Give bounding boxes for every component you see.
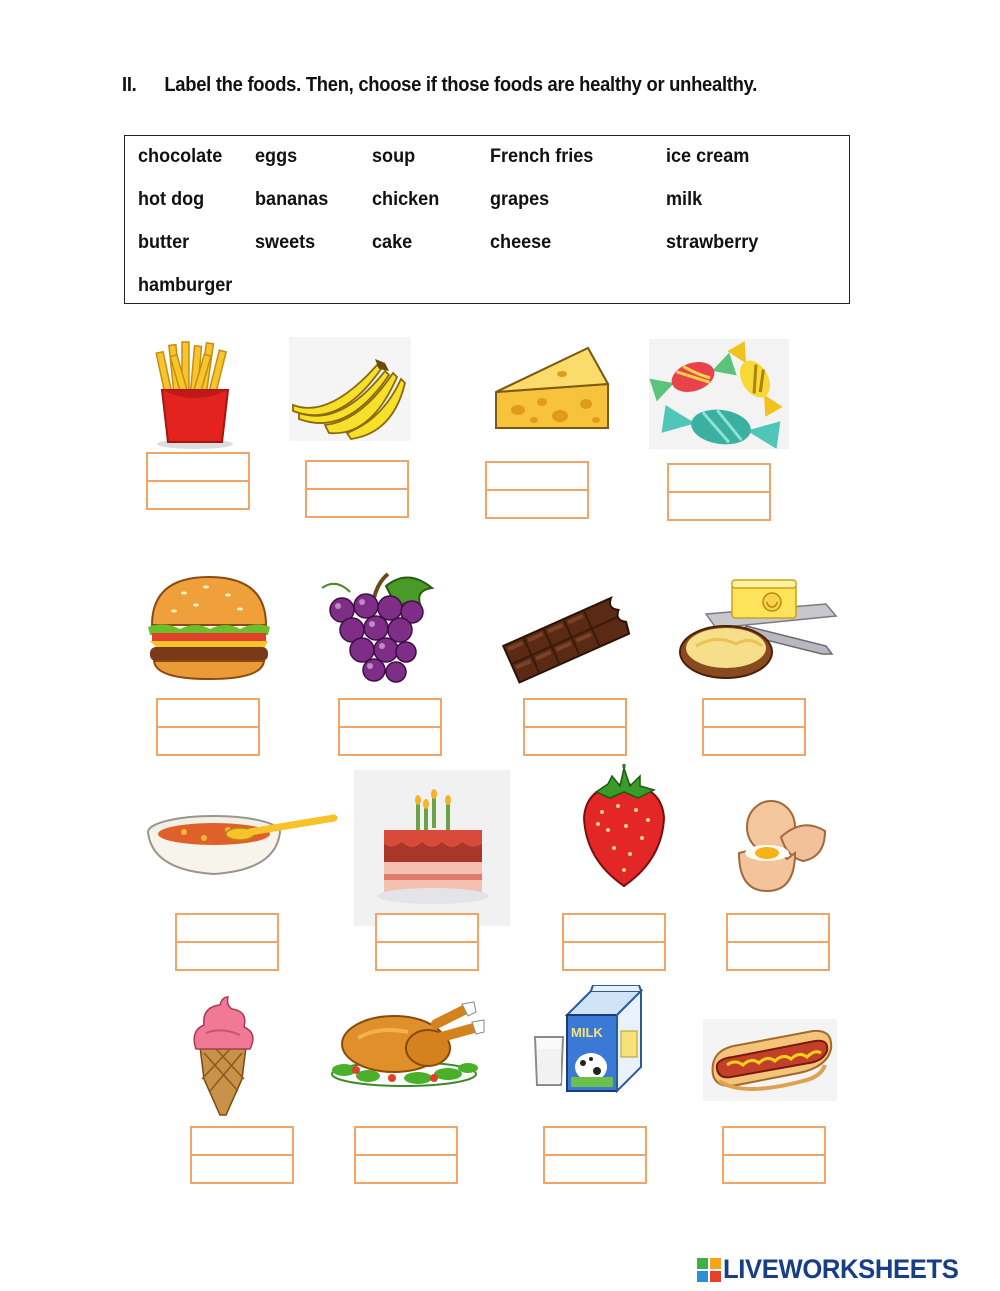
healthy-choice-field[interactable] [356, 1154, 456, 1182]
answer-box[interactable] [375, 913, 479, 971]
food-name-field[interactable] [192, 1128, 292, 1154]
word-bank-item: ice cream [666, 146, 750, 167]
food-name-field[interactable] [307, 462, 407, 488]
answer-box[interactable] [523, 698, 627, 756]
word-bank-item: French fries [490, 146, 594, 167]
grapes-icon [316, 568, 438, 693]
hot-dog-icon [703, 1019, 837, 1106]
answer-box[interactable] [190, 1126, 294, 1184]
answer-box[interactable] [485, 461, 589, 519]
milk-carton-label: MILK [571, 1025, 603, 1040]
answer-box[interactable] [156, 698, 260, 756]
word-bank-item: bananas [255, 189, 329, 210]
food-name-field[interactable] [704, 700, 804, 726]
cheese-icon [490, 344, 612, 441]
food-name-field[interactable] [340, 700, 440, 726]
word-bank-item: cake [372, 232, 413, 253]
healthy-choice-field[interactable] [487, 489, 587, 517]
word-bank-item: cheese [490, 232, 552, 253]
word-bank-item: soup [372, 146, 416, 167]
eggs-icon [733, 797, 829, 898]
healthy-choice-field[interactable] [148, 480, 248, 508]
healthy-choice-field[interactable] [377, 941, 477, 969]
instruction-heading [122, 74, 757, 97]
hamburger-icon [144, 575, 274, 690]
healthy-choice-field[interactable] [728, 941, 828, 969]
answer-box[interactable] [562, 913, 666, 971]
word-bank-item: strawberry [666, 232, 759, 253]
liveworksheets-logo-icon [697, 1258, 721, 1282]
sweets-icon [649, 339, 789, 454]
healthy-choice-field[interactable] [158, 726, 258, 754]
healthy-choice-field[interactable] [177, 941, 277, 969]
answer-box[interactable] [175, 913, 279, 971]
chicken-icon [328, 998, 486, 1093]
brand-name: LIVEWORKSHEETS [723, 1254, 959, 1284]
healthy-choice-field[interactable] [669, 491, 769, 519]
milk-icon [531, 985, 647, 1098]
food-name-field[interactable] [545, 1128, 645, 1154]
food-name-field[interactable] [728, 915, 828, 941]
word-bank-item: hot dog [138, 189, 205, 210]
answer-box[interactable] [354, 1126, 458, 1184]
healthy-choice-field[interactable] [307, 488, 407, 516]
food-name-field[interactable] [669, 465, 769, 491]
food-name-field[interactable] [148, 454, 248, 480]
soup-icon [144, 810, 340, 887]
word-bank-item: eggs [255, 146, 298, 167]
butter-icon [676, 574, 840, 691]
bananas-icon [289, 337, 411, 446]
healthy-choice-field[interactable] [192, 1154, 292, 1182]
food-name-field[interactable] [487, 463, 587, 489]
answer-box[interactable] [667, 463, 771, 521]
word-bank-item: butter [138, 232, 190, 253]
healthy-choice-field[interactable] [564, 941, 664, 969]
answer-box[interactable] [722, 1126, 826, 1184]
word-bank-item: sweets [255, 232, 316, 253]
answer-box[interactable] [726, 913, 830, 971]
answer-box[interactable] [702, 698, 806, 756]
word-bank-item: hamburger [138, 275, 233, 296]
word-bank [124, 135, 850, 304]
strawberry-icon [578, 764, 670, 893]
ice-cream-icon [186, 995, 260, 1122]
cake-icon [354, 770, 510, 931]
food-name-field[interactable] [724, 1128, 824, 1154]
food-name-field[interactable] [177, 915, 277, 941]
liveworksheets-logo [697, 1254, 971, 1285]
section-number: II. [122, 74, 137, 96]
chocolate-icon [498, 589, 640, 694]
food-name-field[interactable] [377, 915, 477, 941]
food-name-field[interactable] [356, 1128, 456, 1154]
answer-box[interactable] [305, 460, 409, 518]
answer-box[interactable] [146, 452, 250, 510]
word-bank-item: grapes [490, 189, 550, 210]
healthy-choice-field[interactable] [724, 1154, 824, 1182]
french-fries-icon [150, 340, 240, 455]
food-name-field[interactable] [525, 700, 625, 726]
food-name-field[interactable] [564, 915, 664, 941]
healthy-choice-field[interactable] [525, 726, 625, 754]
food-name-field[interactable] [158, 700, 258, 726]
healthy-choice-field[interactable] [545, 1154, 645, 1182]
word-bank-item: chocolate [138, 146, 223, 167]
answer-box[interactable] [338, 698, 442, 756]
healthy-choice-field[interactable] [704, 726, 804, 754]
answer-box[interactable] [543, 1126, 647, 1184]
instruction-text: Label the foods. Then, choose if those foods are healthy or unhealthy. [164, 74, 758, 96]
word-bank-item: milk [666, 189, 703, 210]
healthy-choice-field[interactable] [340, 726, 440, 754]
word-bank-item: chicken [372, 189, 440, 210]
